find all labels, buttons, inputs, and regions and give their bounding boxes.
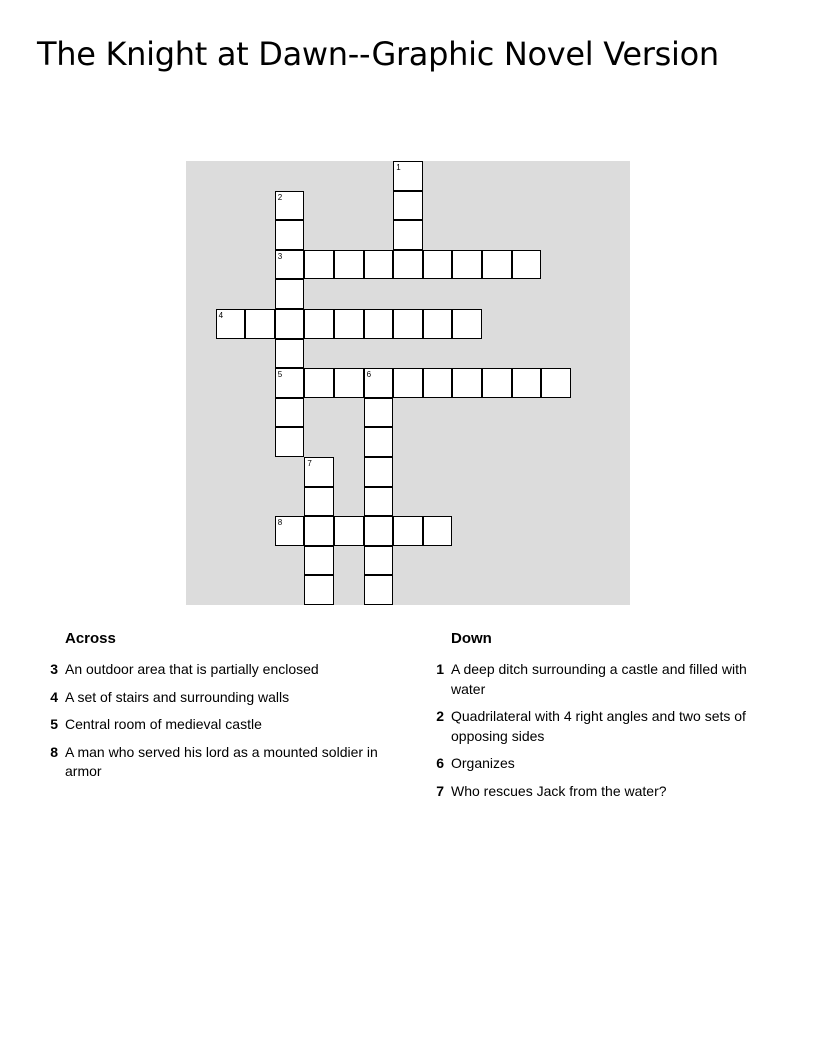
crossword-cell[interactable] [364, 427, 394, 457]
crossword-cell[interactable] [423, 368, 453, 398]
crossword-cell[interactable] [364, 250, 394, 280]
clue-number: 6 [436, 755, 444, 771]
crossword-cell[interactable] [216, 309, 246, 339]
crossword-cell[interactable] [334, 516, 364, 546]
crossword-cell[interactable] [334, 368, 364, 398]
crossword-cell[interactable] [304, 546, 334, 576]
across-clue-list [36, 660, 396, 782]
clue-text: Quadrilateral with 4 right angles and two sets of opposing sides [451, 708, 746, 744]
across-clues [36, 628, 396, 790]
crossword-cell[interactable] [275, 191, 305, 221]
across-clue [36, 743, 396, 782]
crossword-cell[interactable] [275, 368, 305, 398]
crossword-cell[interactable] [512, 250, 542, 280]
crossword-cell[interactable] [275, 427, 305, 457]
crossword-cell[interactable] [364, 398, 394, 428]
cell-number: 8 [277, 518, 283, 528]
crossword-cell[interactable] [452, 368, 482, 398]
cell-number: 2 [277, 192, 283, 202]
crossword-grid [186, 161, 630, 605]
crossword-cell[interactable] [452, 309, 482, 339]
page-title: The Knight at Dawn--Graphic Novel Version [37, 35, 719, 73]
down-clue [422, 660, 774, 699]
crossword-cell[interactable] [245, 309, 275, 339]
clue-number: 1 [436, 661, 444, 677]
crossword-cell[interactable] [423, 250, 453, 280]
clue-text: An outdoor area that is partially enclosed [65, 661, 319, 677]
crossword-cell[interactable] [423, 516, 453, 546]
crossword-cell[interactable] [512, 368, 542, 398]
crossword-cell[interactable] [364, 575, 394, 605]
crossword-cell[interactable] [275, 279, 305, 309]
clue-number: 5 [50, 716, 58, 732]
crossword-cell[interactable] [304, 516, 334, 546]
crossword-cell[interactable] [364, 309, 394, 339]
crossword-cell[interactable] [393, 220, 423, 250]
crossword-cell[interactable] [275, 339, 305, 369]
crossword-cell[interactable] [304, 250, 334, 280]
crossword-cell[interactable] [334, 309, 364, 339]
crossword-cell[interactable] [275, 250, 305, 280]
clue-text: A deep ditch surrounding a castle and filled with water [451, 661, 747, 697]
crossword-cell[interactable] [393, 368, 423, 398]
down-clue-list [422, 660, 774, 801]
across-clue [36, 688, 396, 708]
crossword-cell[interactable] [275, 309, 305, 339]
crossword-cell[interactable] [541, 368, 571, 398]
crossword-cell[interactable] [482, 368, 512, 398]
crossword-cell[interactable] [364, 516, 394, 546]
down-clue [422, 707, 774, 746]
down-clues [422, 628, 774, 809]
cell-number: 6 [366, 370, 372, 380]
clue-number: 8 [50, 743, 58, 760]
crossword-cell[interactable] [334, 250, 364, 280]
crossword-cell[interactable] [364, 546, 394, 576]
clue-number: 4 [50, 688, 58, 705]
down-clue [422, 754, 774, 774]
cell-number: 1 [396, 163, 401, 172]
crossword-cell[interactable] [304, 457, 334, 487]
crossword-cell[interactable] [304, 309, 334, 339]
crossword-cell[interactable] [364, 368, 394, 398]
clue-number: 2 [436, 708, 444, 724]
crossword-cell[interactable] [423, 309, 453, 339]
crossword-cell[interactable] [482, 250, 512, 280]
clue-number: 7 [436, 782, 444, 799]
clue-text: Organizes [451, 755, 515, 771]
cell-number: 7 [307, 459, 312, 468]
clue-number: 3 [50, 661, 58, 677]
crossword-cell[interactable] [452, 250, 482, 280]
down-clue [422, 782, 774, 802]
crossword-cell[interactable] [275, 220, 305, 250]
crossword-cell[interactable] [393, 161, 423, 191]
cell-number: 5 [277, 370, 283, 380]
crossword-cell[interactable] [275, 398, 305, 428]
crossword-cell[interactable] [393, 250, 423, 280]
clue-text: A man who served his lord as a mounted soldier in armor [65, 743, 378, 779]
crossword-cell[interactable] [364, 457, 394, 487]
crossword-cell[interactable] [304, 368, 334, 398]
crossword-cell[interactable] [304, 575, 334, 605]
crossword-cell[interactable] [393, 309, 423, 339]
cell-number: 3 [277, 251, 283, 261]
crossword-cell[interactable] [304, 487, 334, 517]
across-clue [36, 660, 396, 680]
clue-text: Who rescues Jack from the water? [451, 782, 667, 799]
across-heading: Across [65, 630, 116, 647]
crossword-cell[interactable] [393, 516, 423, 546]
crossword-cell[interactable] [393, 191, 423, 221]
crossword-cell[interactable] [364, 487, 394, 517]
clue-text: A set of stairs and surrounding walls [65, 688, 290, 705]
across-clue [36, 715, 396, 735]
clue-text: Central room of medieval castle [65, 716, 262, 732]
crossword-cell[interactable] [275, 516, 305, 546]
cell-number: 4 [218, 311, 224, 320]
down-heading: Down [451, 630, 492, 647]
